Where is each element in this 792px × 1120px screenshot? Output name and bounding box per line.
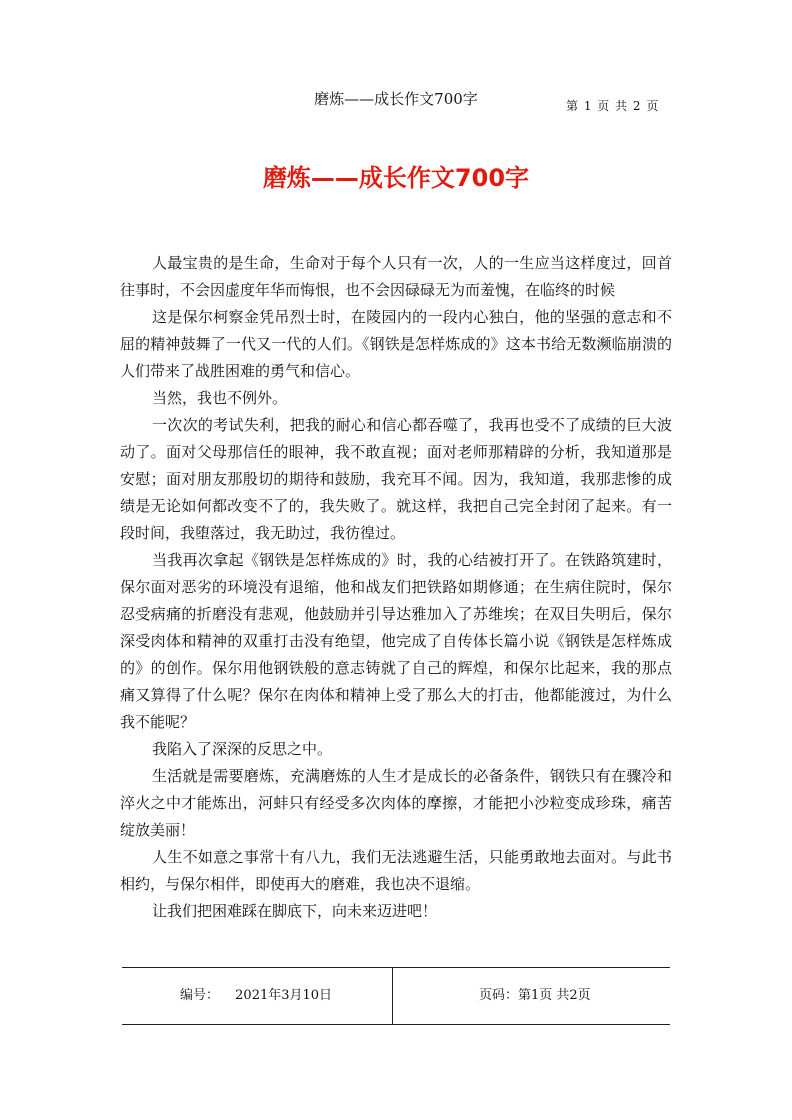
paragraph: 生活就是需要磨炼，充满磨炼的人生才是成长的必备条件，钢铁只有在骤冷和淬火之中才能炼出，河蚌只有经受多次肉体的摩擦，才能把小沙粒变成珍珠，痛苦绽放美丽！ (120, 767, 672, 839)
paragraph: 人生不如意之事常十有八九，我们无法逃避生活，只能勇敢地去面对。与此书相约，与保尔相伴，即使再大的磨难，我也决不退缩。 (120, 848, 672, 893)
footer-number-label: 编号： (180, 988, 220, 1003)
paragraph: 让我们把困难踩在脚底下，向未来迈进吧！ (152, 902, 438, 920)
header-title: 磨炼——成长作文700字 (314, 90, 478, 108)
paragraph: 这是保尔柯察金凭吊烈士时，在陵园内的一段内心独白，他的坚强的意志和不屈的精神鼓舞了一代又一代的人们。《钢铁是怎样炼成的》这本书给无数濒临崩溃的人们带来了战胜困难的勇气和信心。 (120, 308, 672, 380)
document-body (120, 250, 672, 925)
header-page-indicator: 第 1 页 共 2 页 (566, 99, 660, 113)
footer-page-cell (393, 968, 670, 1024)
paragraph: 当我再次拿起《钢铁是怎样炼成的》时，我的心结被打开了。在铁路筑建时，保尔面对恶劣的环境没有退缩，他和战友们把铁路如期修通；在生病住院时，保尔忍受病痛的折磨没有悲观，他鼓励并引导达雅加入了苏维埃；在双目失明后，保尔深受肉体和精神的双重打击没有绝望，他完成了自传体长篇小说《钢铁是怎样炼成的》的创作。保尔用他钢铁般的意志铸就了自己的辉煌，和保尔比起来，我的那点痛又算得了什么呢？保尔在肉体和精神上受了那么大的打击，他都能渡过，为什么我不能呢？ (120, 551, 672, 731)
document-title: 磨炼——成长作文700字 (262, 164, 530, 192)
footer-page-label: 页码：第1页 共2页 (479, 988, 591, 1003)
paragraph: 当然，我也不例外。 (152, 389, 288, 407)
footer-date: 2021年3月10日 (235, 988, 333, 1003)
paragraph: 人最宝贵的是生命，生命对于每个人只有一次，人的一生应当这样度过，回首往事时，不会因虚度年华而悔恨，也不会因碌碌无为而羞愧，在临终的时候 (120, 254, 672, 299)
paragraph: 一次次的考试失利，把我的耐心和信心都吞噬了，我再也受不了成绩的巨大波动了。面对父母那信任的眼神，我不敢直视；面对老师那精辟的分析，我知道那是安慰；面对朋友那殷切的期待和鼓励，我充耳不闻。因为，我知道，我那悲惨的成绩是无论如何都改变不了的，我失败了。就这样，我把自己完全封闭了起来。有一段时间，我堕落过，我无助过，我彷徨过。 (120, 416, 672, 542)
footer-number-cell (122, 968, 393, 1024)
paragraph: 我陷入了深深的反思之中。 (152, 740, 333, 758)
footer-table (122, 967, 670, 1025)
